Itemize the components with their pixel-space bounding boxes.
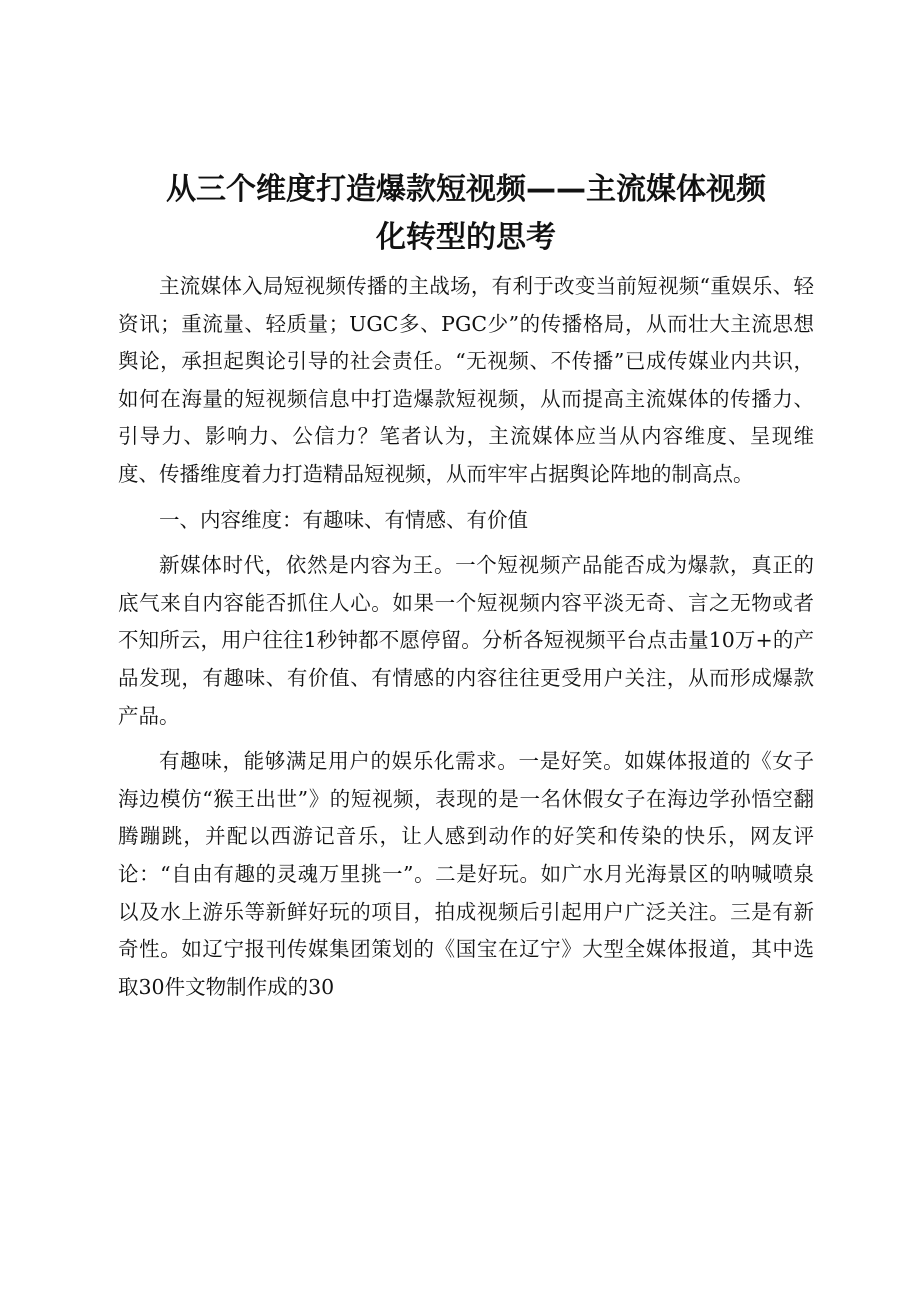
title-line-2: 化转型的思考 — [376, 220, 556, 255]
intro-paragraph: 主流媒体入局短视频传播的主战场，有利于改变当前短视频“重娱乐、轻资讯；重流量、轻质量；UGC多、PGC少”的传播格局，从而壮大主流思想舆论，承担起舆论引导的社会责任。“无视频、不传播”已成传媒业内共识，如何在海量的短视频信息中打造爆款短视频，从而提高主流媒体的传播力、引导力、影响力、公信力？笔者认为，主流媒体应当从内容维度、呈现维度、传播维度着力打造精品短视频，从而牢牢占据舆论阵地的制高点。 — [118, 274, 814, 486]
document-page — [118, 166, 814, 1006]
section1-paragraph-2: 有趣味，能够满足用户的娱乐化需求。一是好笑。如媒体报道的《女子海边模仿“猴王出世”》的短视频，表现的是一名休假女子在海边学孙悟空翻腾蹦跳，并配以西游记音乐，让人感到动作的好笑和传染的快乐，网友评论：“自由有趣的灵魂万里挑一”。二是好玩。如广水月光海景区的呐喊喷泉以及水上游乐等新鲜好玩的项目，拍成视频后引起用户广泛关注。三是有新奇性。如辽宁报刊传媒集团策划的《国宝在辽宁》大型全媒体报道，其中选取30件文物制作成的30 — [118, 749, 814, 999]
section1-paragraph-1: 新媒体时代，依然是内容为王。一个短视频产品能否成为爆款，真正的底气来自内容能否抓住人心。如果一个短视频内容平淡无奇、言之无物或者不知所云，用户往往1秒钟都不愿停留。分析各短视频平台点击量10万+的产品发现，有趣味、有价值、有情感的内容往往更受用户关注，从而形成爆款产品。 — [118, 553, 814, 728]
title-line-1: 从三个维度打造爆款短视频——主流媒体视频 — [166, 172, 766, 207]
document-title — [118, 166, 814, 262]
section-heading-content-dimension: 一、内容维度：有趣味、有情感、有价值 — [159, 507, 528, 532]
document-body — [118, 268, 814, 1006]
